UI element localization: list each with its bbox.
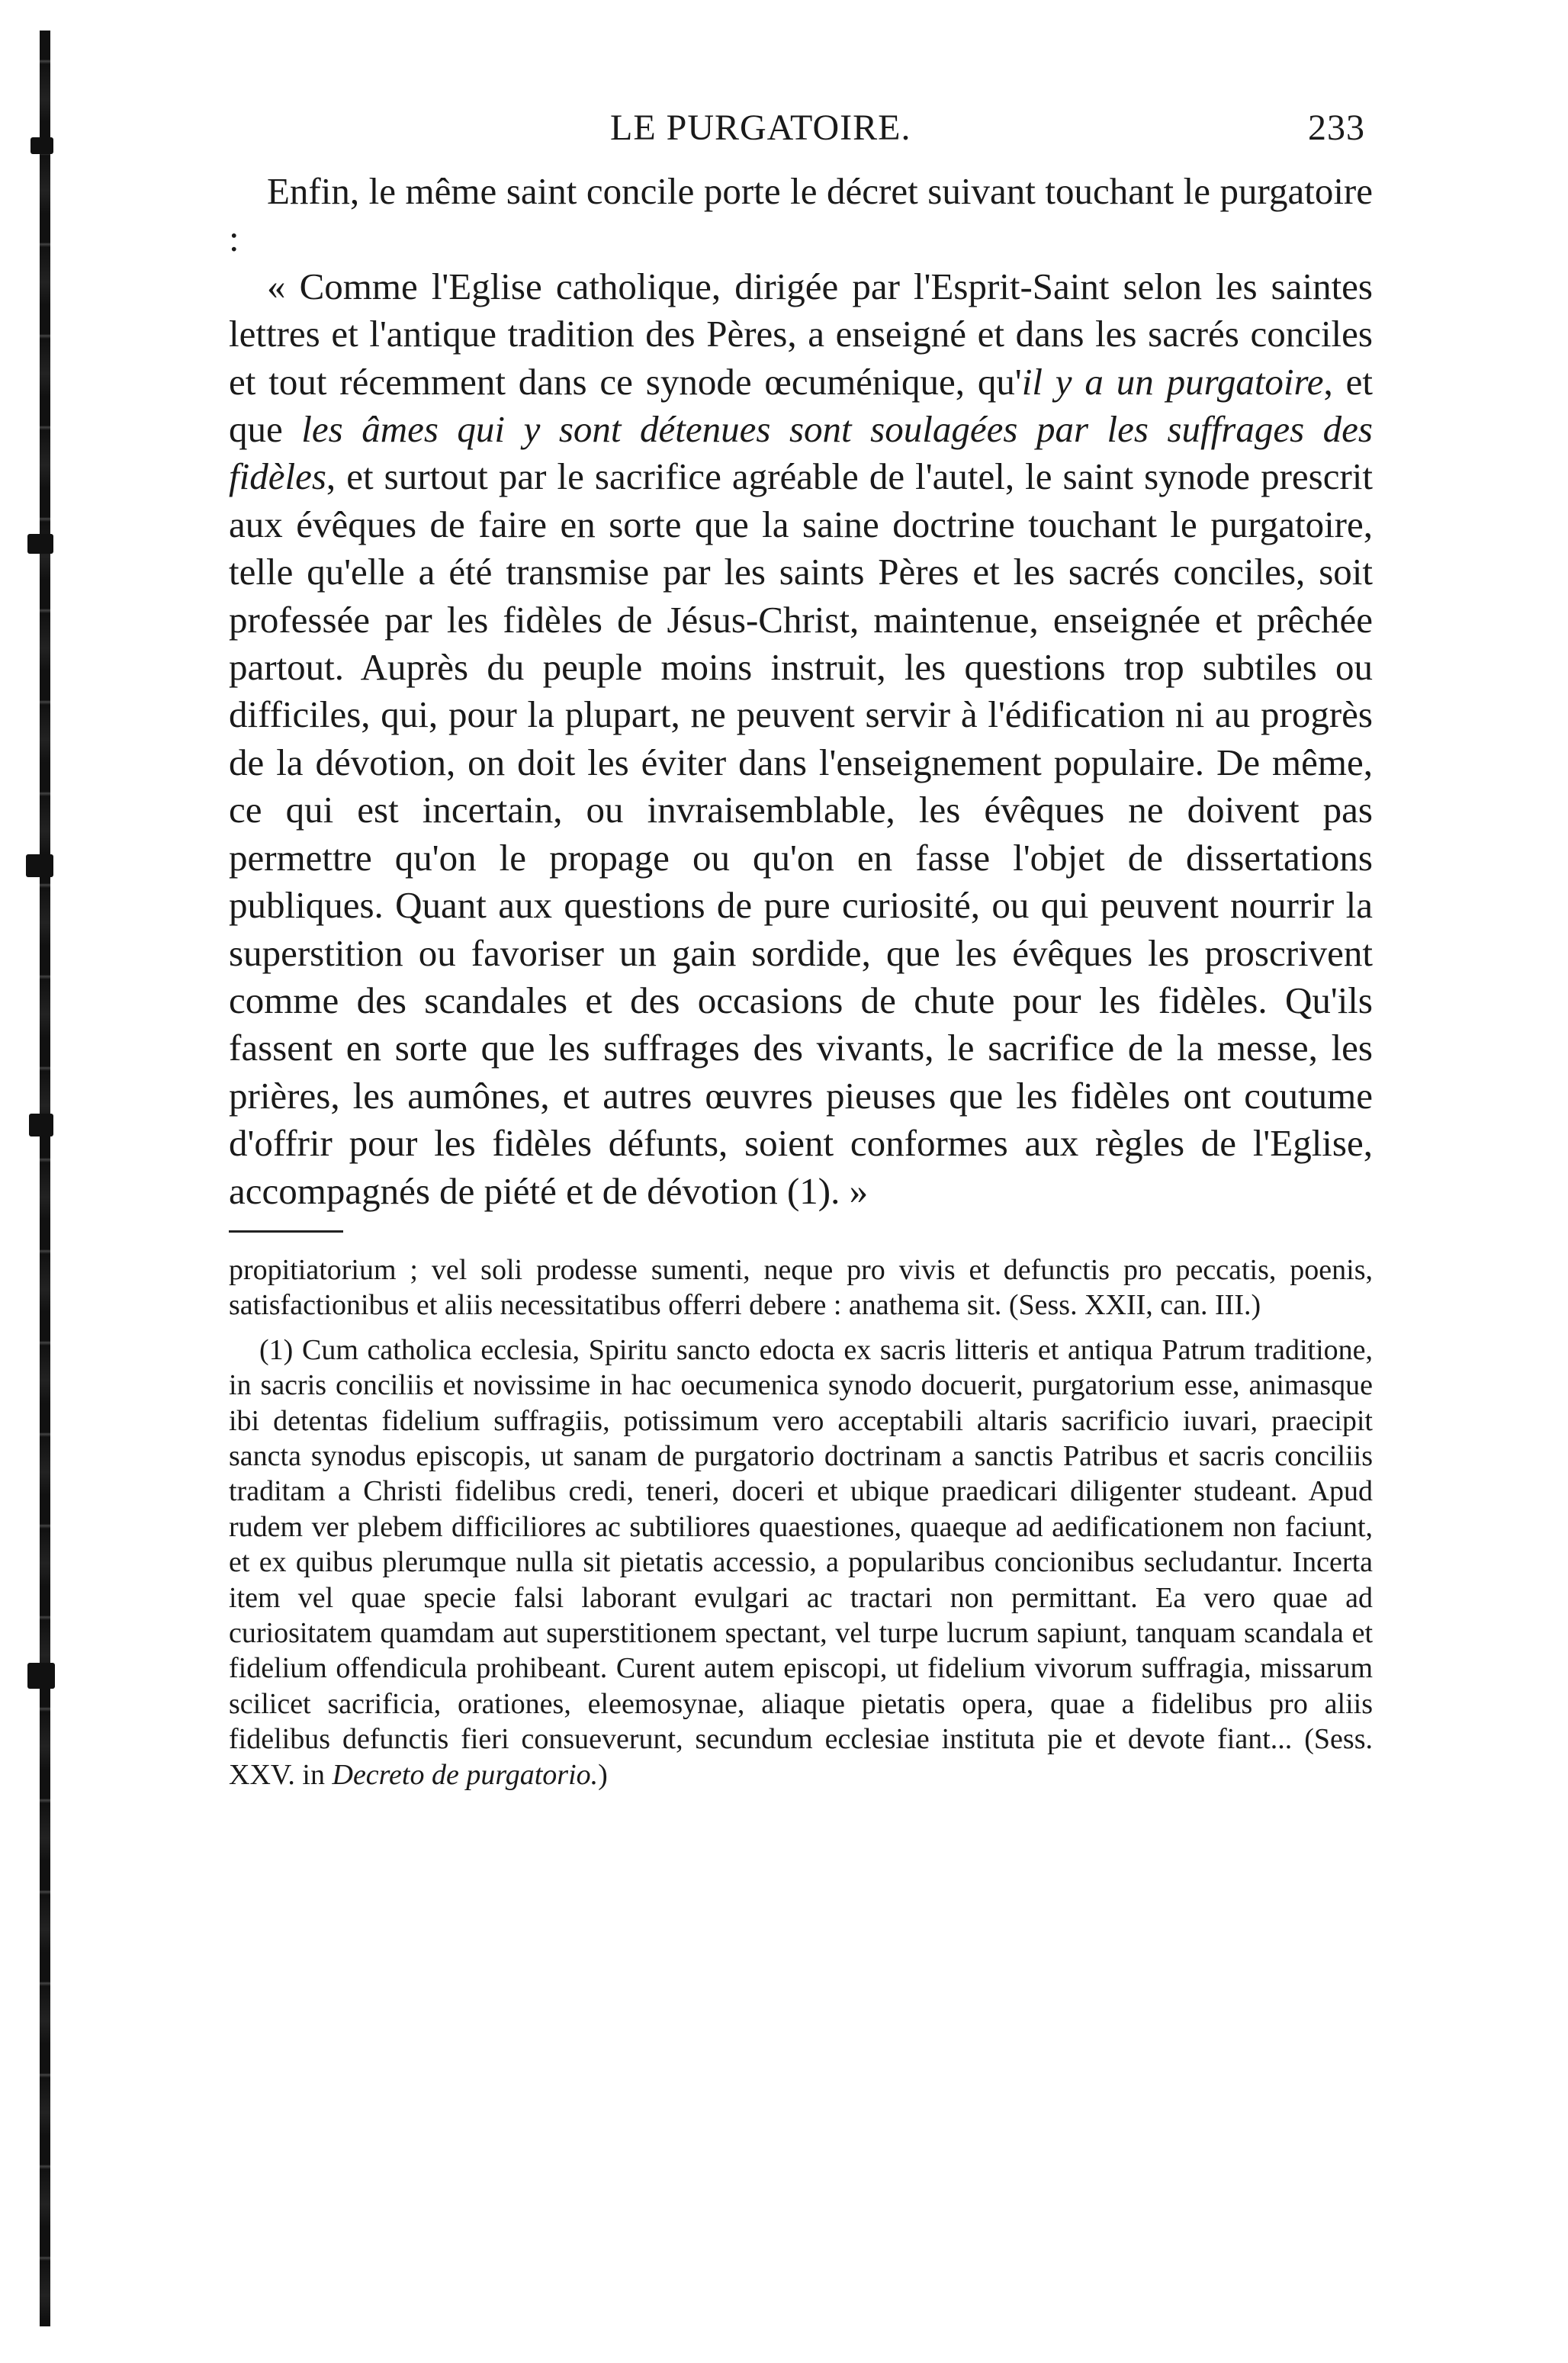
footnote-rule	[229, 1230, 343, 1233]
scan-speck	[27, 1663, 55, 1689]
scan-speck	[31, 137, 53, 154]
footnote-italic: Decreto de purgatorio.	[332, 1758, 599, 1791]
footnote-1	[229, 1333, 1373, 1792]
footnote-end: )	[598, 1758, 608, 1791]
scan-speck	[27, 534, 53, 554]
italic-run: il y a un purgatoire	[1021, 360, 1324, 403]
paragraph	[229, 263, 1373, 1215]
running-title: LE PURGATOIRE.	[610, 108, 911, 148]
main-text	[229, 168, 1373, 1215]
text-run: « Comme l'Eglise catholique, dirigée par l'Esprit-Saint selon les saintes lettres et l'antique tradition des Pères, a enseigné et dans les sacrés conciles et tout récemment dans ce synode œcuménique, qu'	[229, 265, 1373, 403]
footnote-continuation: propitiatorium ; vel soli prodesse sumenti, neque pro vivis et defunctis pro peccatis, poenis, satisfactionibus et aliis necessitatibus offerri debere : anathema sit. (Sess. XXII, can. III.)	[229, 1253, 1373, 1322]
scan-binding-edge	[40, 31, 50, 2326]
scan-speck	[26, 854, 53, 877]
text-run: , et surtout par le sacrifice agréable de l'autel, le saint synode prescrit aux évêques de faire en sorte que la saine doctrine touchant le purgatoire, telle qu'elle a été transmise par les saints Pères et les sacrés conciles, soit professée par les fidèles de Jésus-Christ, maintenue, enseignée et prêchée partout. Auprès du peuple moins instruit, les questions trop subtiles ou difficiles, qui, pour la plupart, ne peuvent servir à l'édification ni au progrès de la dévotion, on doit les éviter dans l'enseignement populaire. De même, ce qui est incertain, ou invraisemblable, les évêques ne doivent pas permettre qu'on le propage ou qu'on en fasse l'objet de dissertations publiques. Quant aux questions de pure curiosité, ou qui peuvent nourrir la superstition ou favoriser un gain sordide, que les évêques les proscrivent comme des scandales et des occasions de chute pour les fidèles. Qu'ils fassent en sorte que les suffrages des vivants, le sacrifice de la messe, les prières, les aumônes, et autres œuvres pieuses que les fidèles ont coutume d'offrir pour les fidèles défunts, soient conformes aux règles de l'Eglise, accompagnés de piété et de dévotion (1). »	[229, 455, 1373, 1212]
running-header	[229, 107, 1373, 168]
footnotes	[229, 1252, 1373, 1792]
footnote-text: (1) Cum catholica ecclesia, Spiritu sancto edocta ex sacris litteris et antiqua Patrum traditione, in sacris conciliis et novissime in hac oecumenica synodo docuerit, purgatorium esse, animasque ibi detentas fidelium suffragiis, potissimum vero acceptabili altaris sacrificio iuvari, praecipit sancta synodus episcopis, ut sanam de purgatorio doctrinam a sanctis Patribus et sacris conciliis traditam a Christi fidelibus credi, teneri, doceri et ubique praedicari diligenter studeant. Apud rudem ver plebem difficiliores ac subtiliores quaestiones, quaeque ad aedificationem non faciunt, et ex quibus plerumque nulla sit pietatis accessio, a popularibus concionibus secludantur. Incerta item vel quae specie falsi laborant evulgari ac tractari non permittant. Ea vero quae ad curiositatem quamdam aut superstitionem spectant, vel turpe lucrum sapiunt, tanquam scandala et fidelium offendicula prohibeant. Curent autem episcopi, ut fidelium vivorum suffragia, missarum scilicet sacrificia, orationes, eleemosynae, aliaque pietatis opera, quae a fidelibus pro aliis fidelibus defunctis fieri consueverunt, secundum ecclesiae instituta pie et devote fiant... (Sess. XXV. in	[229, 1333, 1373, 1791]
book-page	[229, 107, 1373, 1802]
text-run: , et que	[229, 360, 1374, 451]
italic-run: les âmes qui y sont détenues sont soulagées par les suffrages des fidèles	[229, 408, 1373, 498]
page-number: 233	[1308, 108, 1365, 148]
paragraph: Enfin, le même saint concile porte le décret suivant touchant le purgatoire :	[229, 170, 1373, 260]
scan-speck	[29, 1114, 53, 1136]
